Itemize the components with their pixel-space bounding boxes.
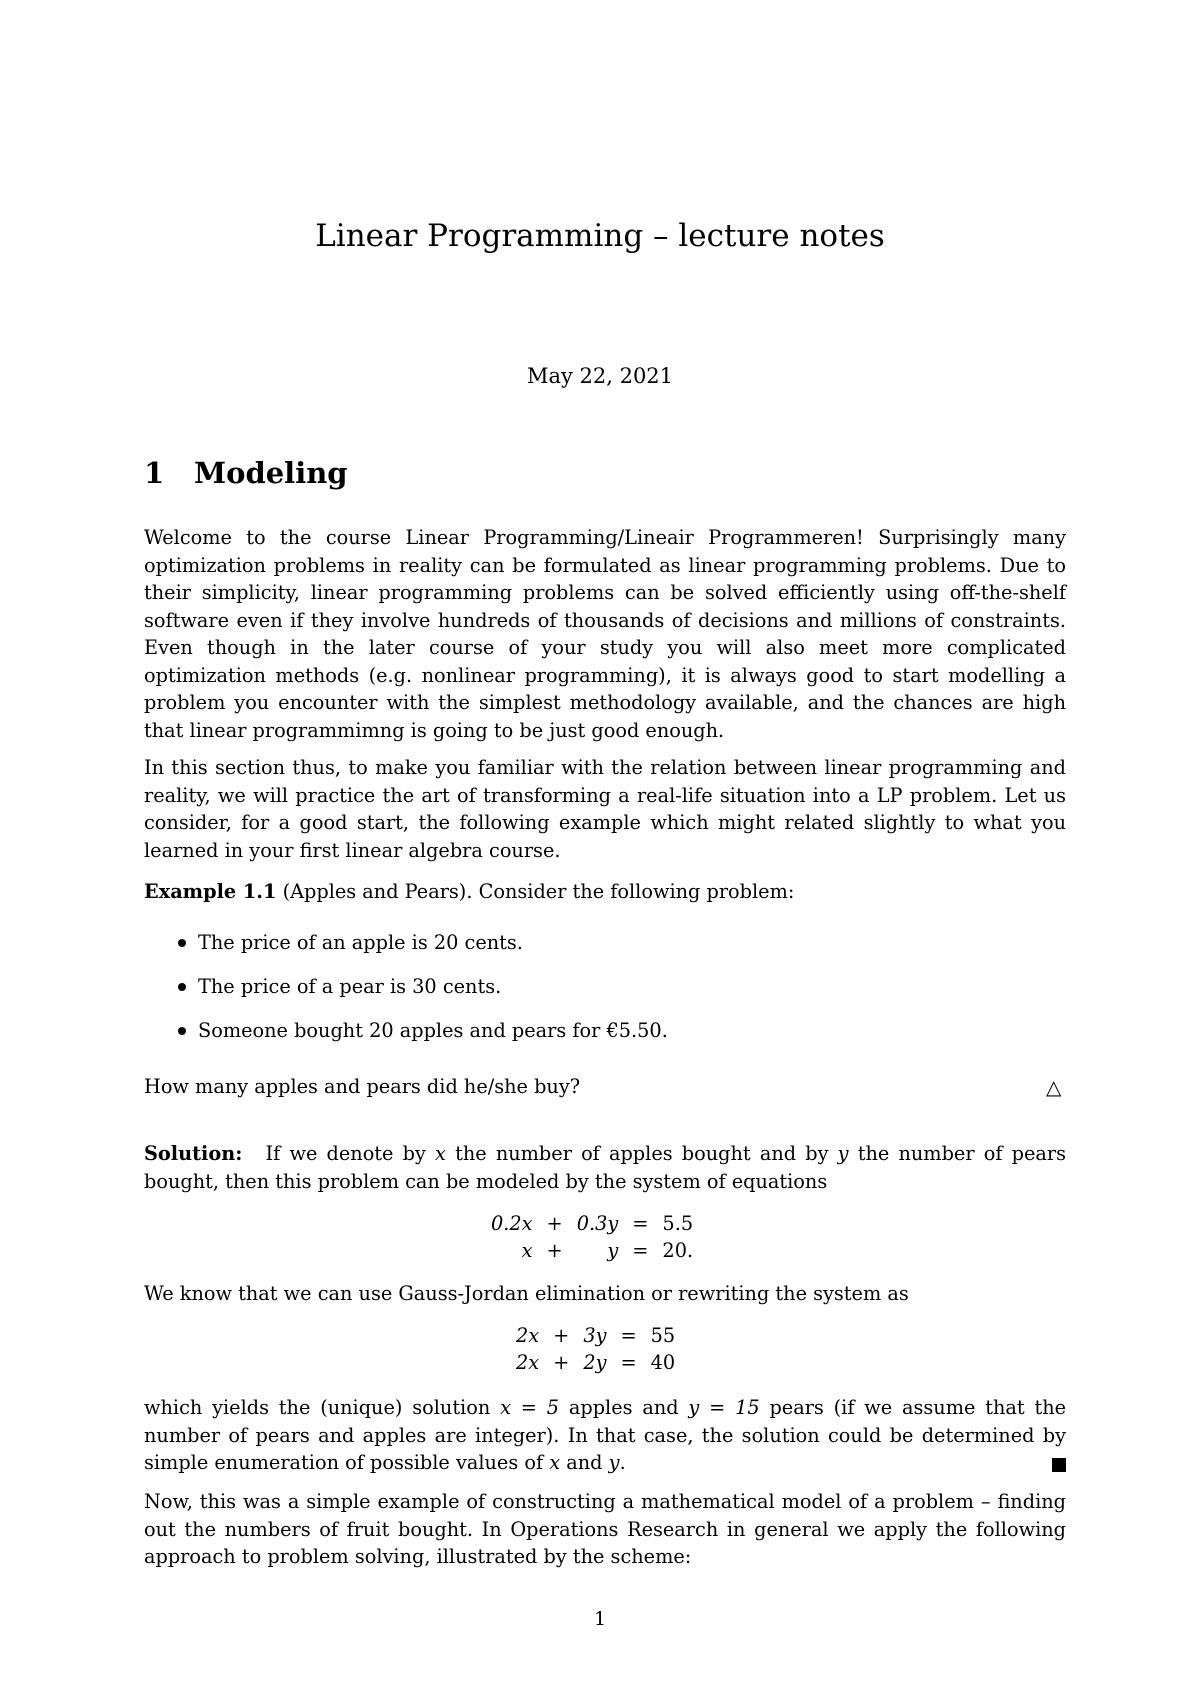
equation-rhs: 40	[650, 1351, 676, 1374]
math-var: x	[549, 1451, 561, 1474]
math-expression: x = 5	[500, 1396, 560, 1419]
equation-term: x	[521, 1239, 533, 1262]
example-heading	[144, 878, 1066, 906]
equation-row	[509, 1322, 682, 1349]
solution-paragraph	[144, 1140, 1066, 1195]
document-date: May 22, 2021	[526, 364, 674, 388]
solution-text: the number of apples bought and by	[455, 1142, 829, 1165]
equation-row	[484, 1237, 700, 1264]
result-text: and	[566, 1451, 603, 1474]
page-number: 1	[593, 1608, 607, 1630]
bullet-icon	[178, 1027, 186, 1035]
equation-operator: =	[620, 1351, 637, 1374]
equation-row	[484, 1210, 700, 1237]
equation-operator: =	[620, 1324, 637, 1347]
solution-label: Solution:	[144, 1142, 243, 1165]
example-bullet-list	[176, 929, 1056, 1061]
equation-term: y	[607, 1239, 619, 1262]
equation-operator: +	[553, 1324, 570, 1347]
list-item-text: Someone bought 20 apples and pears for €5.50.	[198, 1019, 668, 1042]
equation-rhs: 5.5	[662, 1212, 694, 1235]
list-item	[176, 1017, 1056, 1061]
equation-operator: +	[546, 1212, 563, 1235]
solution-result-paragraph	[144, 1394, 1066, 1477]
equation-operator: =	[632, 1239, 649, 1262]
equation-rhs: 55	[650, 1324, 676, 1347]
equation-term: 2x	[516, 1351, 540, 1374]
example-question: How many apples and pears did he/she buy?	[144, 1075, 581, 1098]
equation-term: 2y	[583, 1351, 607, 1374]
paragraph-context: In this section thus, to make you familiar with the relation between linear programming and reality, we will practice the art of transforming a real-life situation into a LP problem. Let us consider, for a good start, the following example which might related slightly to what you learned in your first linear algebra course.	[144, 756, 1066, 862]
math-expression: y = 15	[688, 1396, 760, 1419]
equation-term: 0.2x	[491, 1212, 533, 1235]
document-title: Linear Programming – lecture notes	[315, 218, 885, 254]
equation-system-1	[484, 1210, 700, 1264]
equation-rhs: 20.	[662, 1239, 694, 1262]
section-title: Modeling	[194, 456, 348, 490]
result-text: .	[619, 1451, 626, 1474]
equation-operator: +	[546, 1239, 563, 1262]
section-number: 1	[144, 456, 165, 490]
result-text: apples and	[568, 1396, 679, 1419]
example-label: Example 1.1	[144, 880, 277, 903]
example-name: (Apples and Pears).	[282, 880, 473, 903]
list-item	[176, 973, 1056, 1017]
equation-term: 0.3y	[576, 1212, 619, 1235]
equation-term: 3y	[583, 1324, 607, 1347]
bullet-icon	[178, 939, 186, 947]
paragraph-approach: Now, this was a simple example of constructing a mathematical model of a problem – finding out the numbers of fruit bought. In Operations Research in general we apply the following approach to problem solving, illustrated by the scheme:	[144, 1490, 1066, 1568]
triangle-end-icon: △	[1046, 1075, 1062, 1099]
math-var: y	[837, 1142, 849, 1165]
paragraph-intro: Welcome to the course Linear Programming/Lineair Programmeren! Surprisingly many optimization problems in reality can be formulated as linear programming problems. Due to their simplicity, linear programming problems can be solved efficiently using off-the-shelf software even if they involve hundreds of thousands of decisions and millions of constraints. Even though in the later course of your study you will also meet more complicated optimization methods (e.g. nonlinear programming), it is always good to start modelling a problem you encounter with the simplest methodology available, and the chances are high that linear programmimng is going to be just good enough.	[144, 526, 1066, 742]
math-var: x	[435, 1142, 446, 1165]
equation-term: 2x	[516, 1324, 540, 1347]
equation-operator: +	[553, 1351, 570, 1374]
list-item	[176, 929, 1056, 973]
example-intro: Consider the following problem:	[478, 880, 795, 903]
equation-row	[509, 1349, 682, 1376]
solution-text: If we denote by	[265, 1142, 426, 1165]
section-heading	[144, 456, 348, 490]
equation-operator: =	[632, 1212, 649, 1235]
math-var: y	[608, 1451, 620, 1474]
result-text: pears (if we assume that the number of pears and apples are integer). In that case, the solution could be determined by simple enumeration of possible values of	[144, 1396, 1067, 1474]
solution-text: the number of pears bought, then this problem can be modeled by the system of equations	[144, 1142, 1066, 1193]
qed-square-icon	[1052, 1458, 1066, 1472]
bullet-icon	[178, 983, 186, 991]
list-item-text: The price of an apple is 20 cents.	[198, 931, 523, 954]
list-item-text: The price of a pear is 30 cents.	[198, 975, 502, 998]
gauss-jordan-text: We know that we can use Gauss-Jordan elimination or rewriting the system as	[144, 1282, 909, 1305]
result-text: which yields the (unique) solution	[144, 1396, 491, 1419]
equation-system-2	[509, 1322, 682, 1376]
